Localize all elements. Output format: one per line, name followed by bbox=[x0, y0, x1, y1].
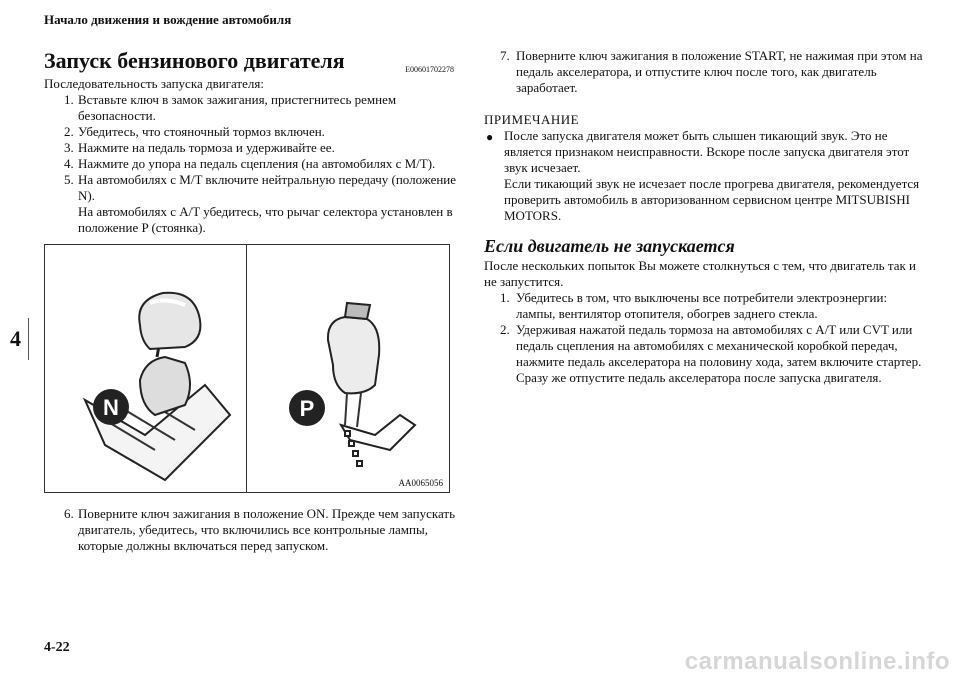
section-intro: Последовательность запуска двигателя: bbox=[44, 76, 264, 91]
step-text: Убедитесь, что стояночный тормоз включен. bbox=[78, 124, 325, 139]
chapter-tab bbox=[0, 318, 28, 360]
step-number: 5. bbox=[64, 172, 74, 187]
step-number: 4. bbox=[64, 156, 74, 171]
step-text: Убедитесь в том, что выключены все потребители электроэнергии: лампы, вентилятор отопителя, обогрев заднего стекла. bbox=[516, 290, 888, 321]
gear-shift-illustration bbox=[44, 244, 450, 493]
step-text-extra: На автомобилях с A/T убедитесь, что рычаг селектора установлен в положение P (стоянка). bbox=[78, 204, 453, 235]
step-text: Вставьте ключ в замок зажигания, пристегнитесь ремнем безопасности. bbox=[78, 92, 397, 123]
step-item bbox=[484, 322, 924, 386]
start-steps-list-right bbox=[484, 48, 924, 96]
step-text: Нажмите до упора на педаль сцепления (на автомобилях с M/T). bbox=[78, 156, 436, 171]
step-text: На автомобилях с M/T включите нейтральную передачу (положение N). bbox=[78, 172, 457, 203]
step-item bbox=[44, 140, 464, 156]
bullet-icon: ● bbox=[486, 130, 494, 144]
section-code: E00601702278 bbox=[405, 65, 454, 74]
section-title bbox=[44, 48, 464, 76]
figure-divider bbox=[246, 245, 247, 492]
running-header: Начало движения и вождение автомобиля bbox=[44, 12, 292, 27]
step-number: 3. bbox=[64, 140, 74, 155]
step-number: 6. bbox=[64, 506, 74, 521]
page-number: 4-22 bbox=[44, 640, 70, 655]
note-paragraph-1: После запуска двигателя может быть слышен тикающий звук. Это не является признаком неисправности. Вскоре после запуска двигателя этот звук исчезает. bbox=[504, 128, 910, 175]
right-column bbox=[484, 48, 924, 386]
park-badge-label: P bbox=[299, 396, 315, 421]
note-item bbox=[484, 128, 924, 224]
step-item bbox=[44, 124, 464, 140]
step-number: 1. bbox=[500, 290, 510, 305]
manual-shift-icon bbox=[85, 293, 230, 480]
no-start-steps-list bbox=[484, 290, 924, 386]
step-item bbox=[44, 92, 464, 124]
step-number: 2. bbox=[64, 124, 74, 139]
subsection-intro: После нескольких попыток Вы можете столкнуться с тем, что двигатель так и не запустится. bbox=[484, 258, 916, 289]
note-heading: ПРИМЕЧАНИЕ bbox=[484, 112, 580, 127]
subsection-title: Если двигатель не запускается bbox=[484, 236, 735, 256]
section-title-text: Запуск бензинового двигателя bbox=[44, 48, 345, 73]
step-text: Поверните ключ зажигания в положение ON. Прежде чем запускать двигатель, убедитесь, что включились все контрольные лампы, которые должны включаться перед запуском. bbox=[78, 506, 456, 553]
step-number: 1. bbox=[64, 92, 74, 107]
step-item bbox=[44, 506, 464, 554]
start-steps-list bbox=[44, 92, 464, 236]
step-text: Удерживая нажатой педаль тормоза на автомобилях с A/T или CVT или педаль сцепления на автомобилях с механической коробкой передач, нажмите педаль акселератора на половину хода, затем включите стартер. Сразу же отпустите педаль акселератора после запуска двигателя. bbox=[516, 322, 922, 385]
left-column-continued bbox=[44, 506, 464, 554]
gear-shift-drawing bbox=[45, 245, 449, 492]
step-number: 2. bbox=[500, 322, 510, 337]
step-item bbox=[44, 156, 464, 172]
figure-code: AA0065056 bbox=[398, 478, 443, 488]
start-steps-list-cont bbox=[44, 506, 464, 554]
step-text: Поверните ключ зажигания в положение START, не нажимая при этом на педаль акселератора, и отпустите ключ после того, как двигатель заработает. bbox=[516, 48, 923, 95]
step-item bbox=[484, 290, 924, 322]
watermark: carmanualsonline.info bbox=[684, 648, 950, 675]
neutral-badge-label: N bbox=[103, 395, 119, 420]
left-column bbox=[44, 48, 464, 236]
step-item bbox=[44, 172, 464, 236]
step-text: Нажмите на педаль тормоза и удерживайте ее. bbox=[78, 140, 335, 155]
automatic-selector-icon bbox=[328, 303, 415, 466]
note-paragraph-2: Если тикающий звук не исчезает после прогрева двигателя, рекомендуется проверить автомобиль в авторизованном сервисном центре MITSUBISHI MOTORS. bbox=[504, 176, 920, 223]
chapter-number: 4 bbox=[10, 326, 21, 351]
step-number: 7. bbox=[500, 48, 510, 63]
step-item bbox=[484, 48, 924, 96]
chapter-tab-rule bbox=[28, 318, 29, 360]
